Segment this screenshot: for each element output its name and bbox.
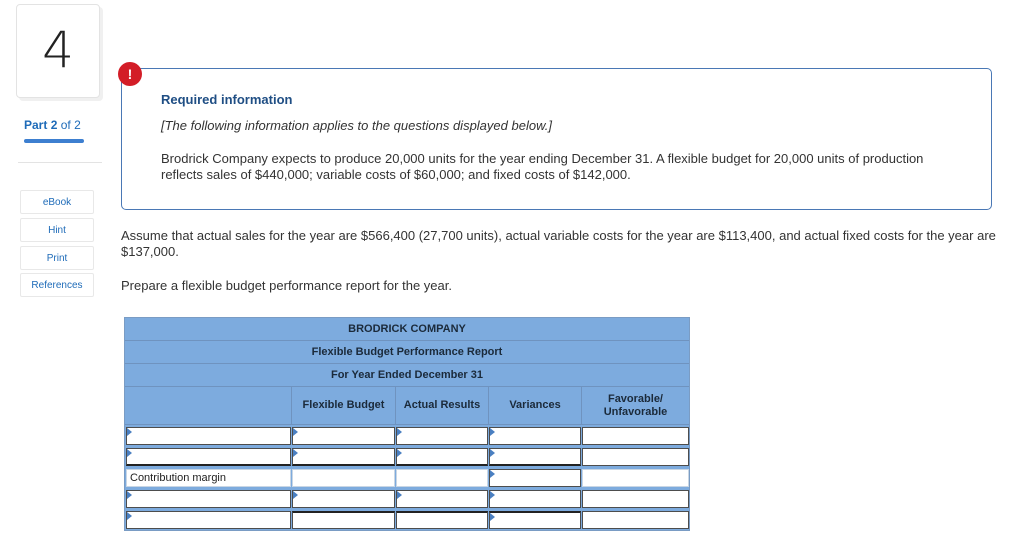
variance-input[interactable]	[489, 427, 581, 445]
contribution-margin-label-cell	[126, 469, 291, 487]
question-number: 4	[42, 21, 74, 79]
row-label-dropdown[interactable]	[126, 511, 291, 529]
table-row	[125, 425, 689, 446]
contribution-margin-label: Contribution margin	[130, 472, 226, 484]
flexible-budget-input[interactable]	[292, 448, 395, 466]
info-subtitle: [The following information applies to the questions displayed below.]	[161, 118, 552, 133]
favorable-unfavorable-dropdown[interactable]	[582, 427, 689, 445]
dropdown-indicator-icon	[127, 428, 132, 436]
dropdown-indicator-icon	[397, 449, 402, 457]
performance-report-table	[124, 317, 690, 531]
dropdown-indicator-icon	[127, 449, 132, 457]
print-button[interactable]: Print	[20, 246, 94, 270]
col-head-favorable-unfavorable	[581, 387, 689, 424]
variance-input[interactable]	[489, 469, 581, 487]
dropdown-indicator-icon	[293, 449, 298, 457]
hint-button[interactable]: Hint	[20, 218, 94, 242]
favorable-unfavorable-dropdown[interactable]	[582, 469, 689, 487]
table-row	[125, 467, 689, 488]
col-head-actual-results: Actual Results	[395, 387, 488, 424]
row-label-dropdown[interactable]	[126, 490, 291, 508]
favorable-unfavorable-dropdown[interactable]	[582, 490, 689, 508]
ebook-button[interactable]: eBook	[20, 190, 94, 214]
info-body: Brodrick Company expects to produce 20,000 units for the year ending December 31. A flexible budget for 20,000 units of production reflects sales of $440,000; variable costs of $60,000; and fixed costs of $142,000.	[161, 151, 924, 182]
variance-input[interactable]	[489, 511, 581, 529]
flexible-budget-input[interactable]	[292, 511, 395, 529]
row-label-dropdown[interactable]	[126, 427, 291, 445]
actual-results-input[interactable]	[396, 448, 488, 466]
table-row	[125, 446, 689, 467]
flexible-budget-input[interactable]	[292, 490, 395, 508]
flexible-budget-input[interactable]	[292, 469, 395, 487]
part-of: of	[60, 118, 71, 132]
actual-results-input[interactable]	[396, 427, 488, 445]
table-row	[125, 488, 689, 509]
report-title: Flexible Budget Performance Report	[125, 341, 689, 364]
part-prefix: Part	[24, 118, 48, 132]
dropdown-indicator-icon	[293, 491, 298, 499]
required-info-box	[121, 68, 992, 210]
report-company: BRODRICK COMPANY	[125, 318, 689, 341]
alert-icon: !	[118, 62, 142, 86]
variance-input[interactable]	[489, 490, 581, 508]
report-period: For Year Ended December 31	[125, 364, 689, 387]
col-head-flexible-budget: Flexible Budget	[291, 387, 395, 424]
table-row	[125, 509, 689, 530]
info-title: Required information	[161, 92, 293, 107]
dropdown-indicator-icon	[490, 491, 495, 499]
question-instruction: Prepare a flexible budget performance report for the year.	[121, 278, 452, 293]
dropdown-indicator-icon	[490, 449, 495, 457]
part-current: 2	[50, 118, 58, 132]
col-head-variances: Variances	[488, 387, 581, 424]
flexible-budget-input[interactable]	[292, 427, 395, 445]
dropdown-indicator-icon	[127, 512, 132, 520]
part-total: 2	[74, 118, 81, 132]
references-button[interactable]: References	[20, 273, 94, 297]
question-assumption: Assume that actual sales for the year are $566,400 (27,700 units), actual variable costs for the year are $113,400, and actual fixed costs for the year are $137,000.	[121, 228, 996, 259]
col-head-unfavorable: Unfavorable	[603, 405, 668, 418]
part-indicator	[24, 118, 81, 132]
favorable-unfavorable-dropdown[interactable]	[582, 448, 689, 466]
dropdown-indicator-icon	[397, 428, 402, 436]
report-column-headers	[125, 387, 689, 425]
dropdown-indicator-icon	[293, 428, 298, 436]
question-number-card	[16, 4, 100, 98]
favorable-unfavorable-dropdown[interactable]	[582, 511, 689, 529]
col-head-label	[125, 387, 291, 424]
part-progress-bar	[24, 139, 84, 143]
actual-results-input[interactable]	[396, 511, 488, 529]
dropdown-indicator-icon	[490, 513, 495, 521]
row-label-dropdown[interactable]	[126, 448, 291, 466]
dropdown-indicator-icon	[127, 491, 132, 499]
col-head-favorable: Favorable/	[607, 392, 663, 405]
dropdown-indicator-icon	[490, 470, 495, 478]
actual-results-input[interactable]	[396, 490, 488, 508]
rail-divider	[18, 162, 102, 163]
dropdown-indicator-icon	[490, 428, 495, 436]
actual-results-input[interactable]	[396, 469, 488, 487]
variance-input[interactable]	[489, 448, 581, 466]
dropdown-indicator-icon	[397, 491, 402, 499]
